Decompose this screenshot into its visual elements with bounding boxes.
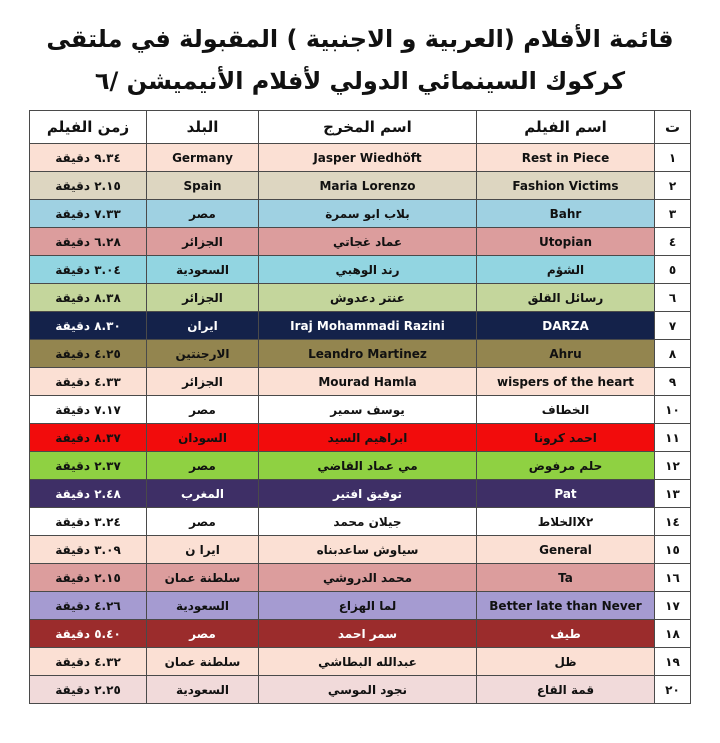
film-name: Ahru xyxy=(477,340,655,368)
director-name: عنتر دعدوش xyxy=(259,284,477,312)
country: مصر xyxy=(147,200,259,228)
table-row xyxy=(30,452,691,480)
director-name: Mourad Hamla xyxy=(259,368,477,396)
duration: ٢.١٥ دقيقة xyxy=(30,172,147,200)
director-name: ابراهيم السيد xyxy=(259,424,477,452)
film-name: X٢الخلاط xyxy=(477,508,655,536)
table-row xyxy=(30,256,691,284)
country: الجزائر xyxy=(147,228,259,256)
country: سلطنة عمان xyxy=(147,564,259,592)
table-row xyxy=(30,200,691,228)
film-name: Utopian xyxy=(477,228,655,256)
film-name: الشؤم xyxy=(477,256,655,284)
row-number: ١ xyxy=(655,144,691,172)
table-row xyxy=(30,536,691,564)
film-name: حلم مرفوض xyxy=(477,452,655,480)
film-name: Fashion Victims xyxy=(477,172,655,200)
title-line-2: كركوك السينمائي الدولي لأفلام الأنيميشن /٦ xyxy=(94,67,626,95)
country: مصر xyxy=(147,452,259,480)
row-number: ١٩ xyxy=(655,648,691,676)
country: Germany xyxy=(147,144,259,172)
duration: ٢.٢٥ دقيقة xyxy=(30,676,147,704)
country: ايران xyxy=(147,312,259,340)
row-number: ١٢ xyxy=(655,452,691,480)
table-row xyxy=(30,564,691,592)
film-name: طيف xyxy=(477,620,655,648)
country: السعودية xyxy=(147,676,259,704)
duration: ٢.٤٨ دقيقة xyxy=(30,480,147,508)
director-name: سمر احمد xyxy=(259,620,477,648)
row-number: ٦ xyxy=(655,284,691,312)
director-name: جيلان محمد xyxy=(259,508,477,536)
row-number: ٢ xyxy=(655,172,691,200)
director-name: Jasper Wiedhöft xyxy=(259,144,477,172)
row-number: ١٠ xyxy=(655,396,691,424)
table-row xyxy=(30,340,691,368)
table-row xyxy=(30,312,691,340)
country: Spain xyxy=(147,172,259,200)
table-row xyxy=(30,172,691,200)
director-name: لما الهزاع xyxy=(259,592,477,620)
director-name: يوسف سمير xyxy=(259,396,477,424)
duration: ٣.٢٤ دقيقة xyxy=(30,508,147,536)
film-name: Ta xyxy=(477,564,655,592)
duration: ٤.٢٦ دقيقة xyxy=(30,592,147,620)
country: السعودية xyxy=(147,256,259,284)
table-header-row xyxy=(30,111,691,144)
director-name: رند الوهبي xyxy=(259,256,477,284)
director-name: محمد الدروشي xyxy=(259,564,477,592)
row-number: ٨ xyxy=(655,340,691,368)
director-name: عبدالله البطاشي xyxy=(259,648,477,676)
country: السعودية xyxy=(147,592,259,620)
table-row xyxy=(30,676,691,704)
film-name: ظل xyxy=(477,648,655,676)
director-name: Leandro Martinez xyxy=(259,340,477,368)
film-name: الخطاف xyxy=(477,396,655,424)
table-row xyxy=(30,396,691,424)
header-film: اسم الفيلم xyxy=(477,111,655,144)
header-director: اسم المخرج xyxy=(259,111,477,144)
row-number: ١٤ xyxy=(655,508,691,536)
country: المغرب xyxy=(147,480,259,508)
country: الجزائر xyxy=(147,368,259,396)
table-row xyxy=(30,620,691,648)
row-number: ٩ xyxy=(655,368,691,396)
films-table xyxy=(29,110,691,704)
director-name: مي عماد القاضي xyxy=(259,452,477,480)
table-row xyxy=(30,284,691,312)
header-duration: زمن الفيلم xyxy=(30,111,147,144)
film-name: Better late than Never xyxy=(477,592,655,620)
duration: ٦.٢٨ دقيقة xyxy=(30,228,147,256)
director-name: سياوش ساعدبناه xyxy=(259,536,477,564)
duration: ٢.٣٧ دقيقة xyxy=(30,452,147,480)
country: مصر xyxy=(147,396,259,424)
duration: ٩.٣٤ دقيقة xyxy=(30,144,147,172)
film-name: رسائل القلق xyxy=(477,284,655,312)
country: ايرا ن xyxy=(147,536,259,564)
film-name: احمد كرونا xyxy=(477,424,655,452)
table-row xyxy=(30,144,691,172)
row-number: ١٦ xyxy=(655,564,691,592)
table-row xyxy=(30,424,691,452)
row-number: ١٧ xyxy=(655,592,691,620)
duration: ٥.٤٠ دقيقة xyxy=(30,620,147,648)
table-row xyxy=(30,368,691,396)
row-number: ٧ xyxy=(655,312,691,340)
duration: ٣.٠٤ دقيقة xyxy=(30,256,147,284)
country: الجزائر xyxy=(147,284,259,312)
duration: ٤.٣٣ دقيقة xyxy=(30,368,147,396)
duration: ٤.٣٢ دقيقة xyxy=(30,648,147,676)
film-name: قمة القاع xyxy=(477,676,655,704)
film-name: Rest in Piece xyxy=(477,144,655,172)
film-name: Bahr xyxy=(477,200,655,228)
director-name: Maria Lorenzo xyxy=(259,172,477,200)
row-number: ٥ xyxy=(655,256,691,284)
director-name: بلاب ابو سمرة xyxy=(259,200,477,228)
duration: ٣.٠٩ دقيقة xyxy=(30,536,147,564)
row-number: ٢٠ xyxy=(655,676,691,704)
country: السودان xyxy=(147,424,259,452)
duration: ٨.٣٠ دقيقة xyxy=(30,312,147,340)
row-number: ٣ xyxy=(655,200,691,228)
row-number: ١٥ xyxy=(655,536,691,564)
duration: ٨.٣٨ دقيقة xyxy=(30,284,147,312)
film-name: General xyxy=(477,536,655,564)
director-name: نجود الموسي xyxy=(259,676,477,704)
duration: ٤.٢٥ دقيقة xyxy=(30,340,147,368)
row-number: ١٨ xyxy=(655,620,691,648)
film-name: Pat xyxy=(477,480,655,508)
header-country: البلد xyxy=(147,111,259,144)
duration: ٢.١٥ دقيقة xyxy=(30,564,147,592)
table-row xyxy=(30,508,691,536)
title-line-1: قائمة الأفلام (العربية و الاجنبية ) المقبولة في ملتقى xyxy=(46,25,674,53)
table-row xyxy=(30,648,691,676)
row-number: ١٣ xyxy=(655,480,691,508)
director-name: توفيق افتير xyxy=(259,480,477,508)
header-num: ت xyxy=(655,111,691,144)
country: سلطنة عمان xyxy=(147,648,259,676)
row-number: ٤ xyxy=(655,228,691,256)
row-number: ١١ xyxy=(655,424,691,452)
duration: ٧.١٧ دقيقة xyxy=(30,396,147,424)
director-name: Iraj Mohammadi Razini xyxy=(259,312,477,340)
table-row xyxy=(30,228,691,256)
country: مصر xyxy=(147,508,259,536)
director-name: عماد غجاتي xyxy=(259,228,477,256)
duration: ٧.٣٣ دقيقة xyxy=(30,200,147,228)
country: الارجنتين xyxy=(147,340,259,368)
table-row xyxy=(30,480,691,508)
film-name: DARZA xyxy=(477,312,655,340)
duration: ٨.٣٧ دقيقة xyxy=(30,424,147,452)
country: مصر xyxy=(147,620,259,648)
film-name: wispers of the heart xyxy=(477,368,655,396)
table-row xyxy=(30,592,691,620)
